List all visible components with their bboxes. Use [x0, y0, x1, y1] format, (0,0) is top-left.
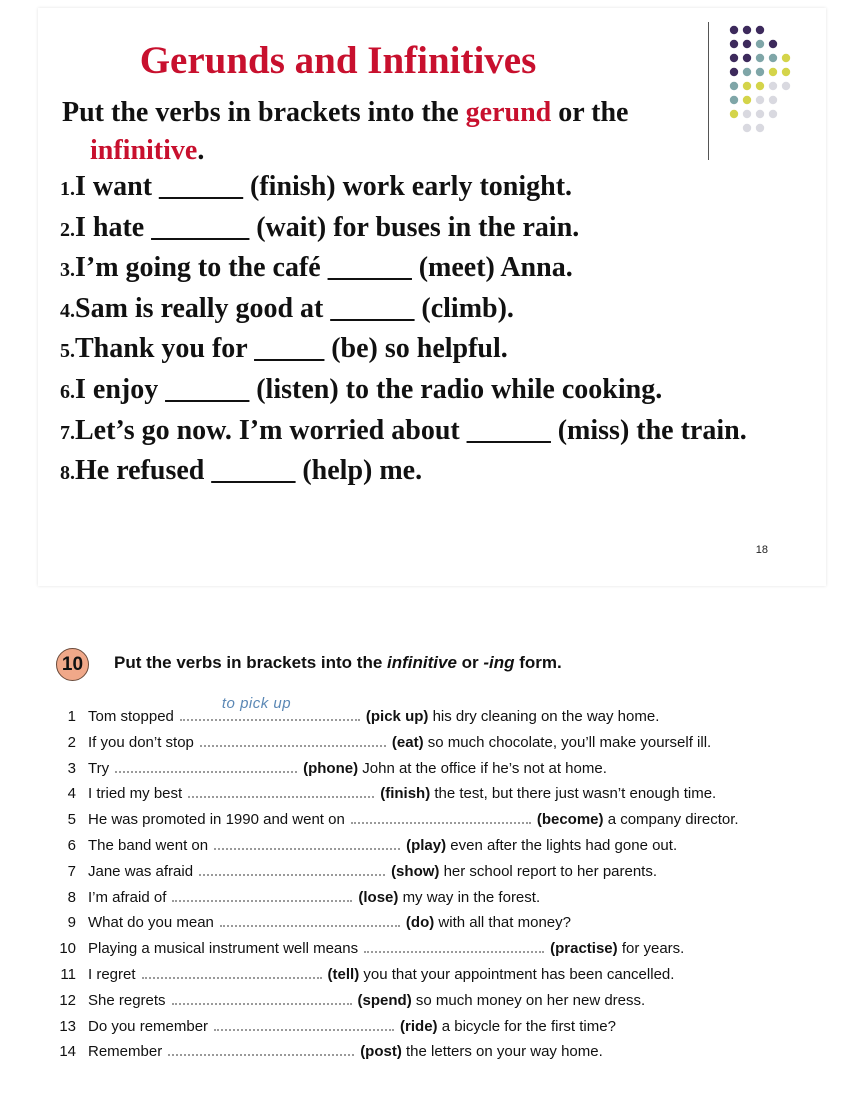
page-title: Gerunds and Infinitives [139, 39, 537, 82]
answer-blank[interactable] [199, 864, 385, 876]
exercise-item-text: Remember [88, 1043, 163, 1061]
exercise-verb: (practise) [550, 940, 618, 958]
answer-blank[interactable] [180, 695, 360, 721]
answer-blank[interactable] [188, 786, 374, 798]
exercise-item-text-after: the test, but there just wasn’t enough time. [434, 785, 717, 803]
answer-blank[interactable] [214, 838, 400, 850]
answer-blank[interactable] [200, 735, 386, 747]
exercise-item-number: 5 [67, 811, 76, 829]
question-item: 7.Let’s go now. I’m worried about ______ (miss) the train. [60, 414, 747, 446]
answer-blank[interactable] [214, 1019, 394, 1031]
exercise-item [50, 936, 820, 962]
question-item: 5.Thank you for _____ (be) so helpful. [60, 333, 508, 365]
exercise-item-text: The band went on [88, 836, 209, 854]
exercise-item-text: Tom stopped [88, 708, 174, 725]
exercise-verb: (tell) [327, 965, 360, 983]
exercise-item-text-after: for years. [621, 940, 685, 958]
decorative-divider [708, 22, 709, 160]
exercise-item-text: I’m afraid of [88, 888, 167, 906]
exercise-item-text-after: you that your appointment has been cancelled. [363, 965, 675, 983]
exercise-verb: (show) [391, 862, 440, 880]
exercise-item-text-after: my way in the forest. [402, 888, 541, 906]
exercise-item-text: Jane was afraid [88, 862, 194, 880]
handwritten-answer: to pick up [221, 695, 292, 713]
gerund-keyword: gerund [465, 97, 552, 128]
exercise-item-text: I tried my best [88, 785, 183, 803]
exercise-item [50, 756, 820, 782]
exercise-item [50, 695, 820, 730]
exercise-verb: (lose) [358, 888, 399, 906]
exercise-item-text-after: John at the office if he’s not at home. [362, 759, 607, 777]
instruction-end: . [197, 135, 205, 166]
exercise-item-text-after: the letters on your way home. [406, 1043, 603, 1061]
exercise-item-number: 11 [60, 965, 76, 983]
exercise-item-text-after: with all that money? [438, 914, 571, 932]
answer-blank[interactable] [220, 915, 400, 927]
exercise-item-text: Do you remember [88, 1017, 209, 1035]
exercise-item [50, 730, 820, 756]
exercise-item-number: 8 [67, 888, 76, 906]
exercise-item-text: He was promoted in 1990 and went on [88, 811, 345, 829]
exercise-item [50, 1014, 820, 1040]
question-item: 4.Sam is really good at ______ (climb). [60, 292, 514, 324]
exercise-item-text-after: a company director. [607, 811, 739, 829]
exercise-item-text-after: a bicycle for the first time? [441, 1017, 616, 1035]
exercise-verb: (spend) [357, 991, 412, 1009]
exercise-item-number: 14 [59, 1043, 76, 1061]
exercise-item [50, 962, 820, 988]
exercise-item [50, 910, 820, 936]
exercise-item-number: 9 [67, 914, 76, 932]
slide [38, 8, 826, 586]
exercise-verb: (eat) [391, 733, 424, 751]
exercise-item [50, 859, 820, 885]
exercise-item-text-after: his dry cleaning on the way home. [432, 708, 660, 725]
exercise-item-number: 7 [67, 862, 76, 880]
exercise-item [50, 833, 820, 859]
question-item: 8.He refused ______ (help) me. [60, 455, 423, 487]
exercise-item-text: I regret [88, 965, 136, 983]
exercise-item-text: She regrets [88, 991, 166, 1009]
exercise-verb: (phone) [303, 759, 359, 777]
infinitive-keyword: infinitive [90, 135, 198, 166]
question-item: 3.I’m going to the café ______ (meet) Anna. [60, 252, 573, 284]
slide-instruction [62, 94, 732, 170]
exercise-item-number: 6 [67, 836, 76, 854]
exercise-item-number: 3 [67, 759, 76, 777]
exercise-item-number: 2 [67, 733, 76, 751]
exercise-item [50, 885, 820, 911]
question-item: 1.I want ______ (finish) work early tonight. [60, 171, 573, 202]
exercise-item-text-after: so much money on her new dress. [415, 991, 646, 1009]
question-list [60, 168, 800, 493]
exercise-instruction: Put the verbs in brackets into the infinitive or -ing form. [114, 653, 562, 672]
answer-blank[interactable] [168, 1044, 354, 1056]
question-item: 6.I enjoy ______ (listen) to the radio while cooking. [60, 373, 663, 405]
exercise-verb: (ride) [400, 1017, 438, 1035]
exercise-verb: (do) [405, 914, 435, 932]
exercise-item-text-after: her school report to her parents. [443, 862, 658, 880]
exercise-item-number: 12 [59, 991, 76, 1009]
exercise-item-text: Playing a musical instrument well means [88, 940, 359, 958]
instruction-text: Put the verbs in brackets into the [62, 97, 466, 128]
exercise-item-text: Try [88, 759, 110, 777]
exercise-item-text: If you don’t stop [88, 733, 194, 751]
answer-blank[interactable] [351, 812, 531, 824]
exercise-item-number: 1 [67, 708, 76, 725]
exercise-item-text-after: even after the lights had gone out. [450, 836, 678, 854]
exercise-item-text-after: so much chocolate, you’ll make yourself ill. [427, 733, 712, 751]
question-item: 2.I hate _______ (wait) for buses in the rain. [60, 211, 580, 243]
exercise-item [50, 781, 820, 807]
exercise-verb: (post) [360, 1043, 402, 1061]
exercise-item-number: 4 [67, 785, 76, 803]
exercise-verb: (play) [406, 836, 447, 854]
exercise-item-text: What do you mean [88, 914, 214, 932]
exercise-verb: (pick up) [365, 708, 429, 725]
exercise-item [50, 1039, 820, 1065]
exercise-list [50, 695, 820, 1065]
answer-blank[interactable] [172, 993, 352, 1005]
exercise-number-badge: 10 [56, 648, 89, 681]
answer-blank[interactable] [364, 941, 544, 953]
answer-blank[interactable] [172, 890, 352, 902]
exercise-item [50, 988, 820, 1014]
answer-blank[interactable] [115, 761, 297, 773]
exercise-verb: (finish) [380, 785, 431, 803]
decorative-dots-icon [726, 24, 806, 144]
answer-blank[interactable] [142, 967, 322, 979]
exercise-item [50, 807, 820, 833]
exercise-header [56, 648, 816, 684]
exercise-item-number: 10 [59, 940, 76, 958]
page-number: 18 [755, 544, 768, 556]
instruction-text-2: or the [551, 97, 629, 128]
exercise-verb: (become) [536, 811, 604, 829]
exercise-item-number: 13 [59, 1017, 76, 1035]
